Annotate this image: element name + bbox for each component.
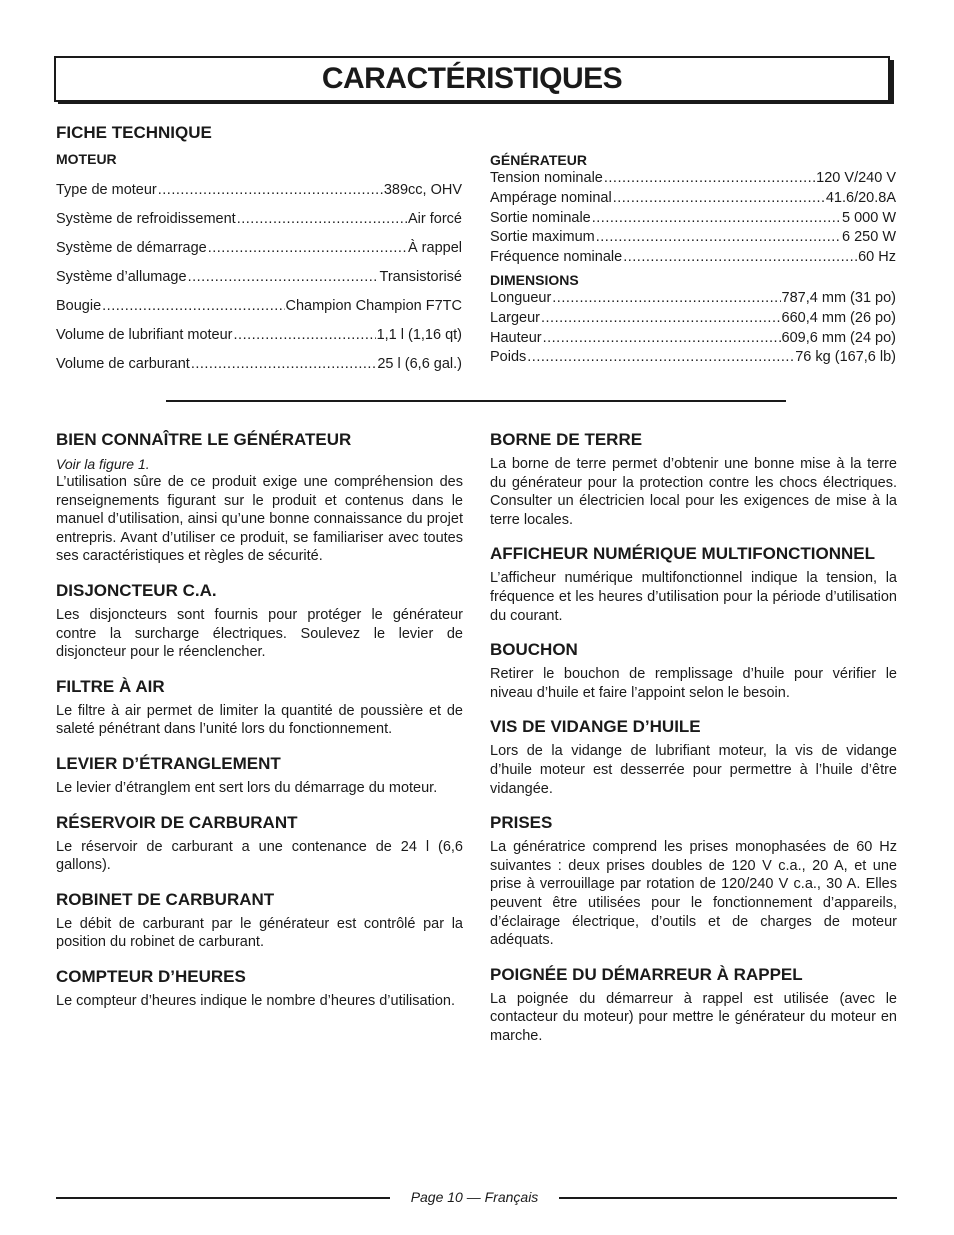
section-body: L’afficheur numérique multifonctionnel indique la tension, la fréquence et les heures d’utilisation pour la période d’utilisation du courant. <box>490 570 897 624</box>
leader-dots <box>208 234 407 263</box>
spec-row <box>56 234 462 263</box>
leader-dots <box>158 176 383 205</box>
leader-dots <box>552 289 780 309</box>
spec-value: 120 V/240 V <box>816 170 896 186</box>
leader-dots <box>234 321 376 350</box>
spec-row <box>490 169 896 189</box>
title-box <box>54 56 890 102</box>
section-heading: RÉSERVOIR DE CARBURANT <box>56 812 298 832</box>
section-heading: LEVIER D’ÉTRANGLEMENT <box>56 753 281 773</box>
spec-label: Bougie <box>56 298 102 314</box>
section-heading: POIGNÉE DU DÉMARREUR À RAPPEL <box>490 964 803 984</box>
left-column <box>56 429 463 1025</box>
moteur-heading: MOTEUR <box>56 151 117 167</box>
spec-value: 6 250 W <box>842 229 896 246</box>
section-body: Retirer le bouchon de remplissage d’huile pour vérifier le niveau d’huile et faire l’appoint selon le besoin. <box>490 666 897 701</box>
leader-dots <box>613 189 825 209</box>
spec-value: 787,4 mm (31 po) <box>781 289 896 306</box>
spec-value: 1,1 l (1,16 qt) <box>376 327 462 343</box>
spec-label: Poids <box>490 349 527 366</box>
spec-value: 60 Hz <box>858 249 896 266</box>
page-number: Page 10 — Français <box>410 1189 539 1205</box>
section-heading: BORNE DE TERRE <box>490 430 643 449</box>
spec-value: Champion Champion F7TC <box>285 298 462 314</box>
page-title: CARACTÉRISTIQUES <box>321 62 623 95</box>
fiche-technique-heading: FICHE TECHNIQUE <box>56 123 212 142</box>
section-heading: VIS DE VIDANGE D’HUILE <box>490 717 701 737</box>
leader-dots <box>596 228 841 248</box>
spec-row <box>56 263 462 292</box>
leader-dots <box>604 169 815 189</box>
leader-dots <box>188 263 379 292</box>
section-compteur-heures <box>56 966 463 1011</box>
spec-value: Transistorisé <box>379 269 462 285</box>
section-heading: PRISES <box>490 813 553 833</box>
spec-value: 25 l (6,6 gal.) <box>377 356 462 372</box>
spec-value: 41.6/20.8A <box>825 189 896 206</box>
section-poignee-demarreur <box>490 964 897 1046</box>
spec-row <box>56 205 462 234</box>
spec-row <box>490 329 896 349</box>
spec-row <box>56 350 462 379</box>
section-levier-etranglement <box>56 753 463 798</box>
spec-row <box>490 309 896 329</box>
section-bouchon <box>490 639 897 702</box>
section-body: Le filtre à air permet de limiter la quantité de poussière et de saleté pénétrant dans l’unité lors du fonctionnement. <box>56 702 463 738</box>
spec-label: Type de moteur <box>56 182 157 198</box>
section-body: Le réservoir de carburant a une contenance de 24 l (6,6 gallons). <box>56 838 463 874</box>
spec-value: 660,4 mm (26 po) <box>781 309 896 326</box>
right-column <box>490 429 897 1059</box>
leader-dots <box>191 350 377 379</box>
spec-label: Système de démarrage <box>56 240 207 256</box>
leader-dots <box>102 292 284 321</box>
spec-label: Système de refroidissement <box>56 211 236 227</box>
spec-label: Volume de carburant <box>56 356 190 372</box>
section-body: L’utilisation sûre de ce produit exige une compréhension des renseignements figurant sur le produit et contenus dans le manuel d’utilisation, ainsi qu’une bonne connaissance du projet entrepris. Avant d’utiliser ce produit, se familiariser avec toutes ses caractéristiques et règles de sécurité. <box>56 474 463 565</box>
spec-row <box>490 289 896 309</box>
spec-label: Système d’allumage <box>56 269 187 285</box>
spec-label: Sortie nominale <box>490 209 591 226</box>
section-filtre-air <box>56 676 463 739</box>
spec-label: Tension nominale <box>490 170 603 186</box>
section-body: La génératrice comprend les prises monophasées de 60 Hz suivantes : deux prises doubles de 120 V c.a., 20 A, et une prise à verrouillage par rotation de 120/240 V c.a., 30 A. Elles peuvent être utilisées pour le fonctionnement d’appareils, d’éclairage électrique, d’outils et de charges de moteur adéquats. <box>490 839 897 949</box>
spec-value: 609,6 mm (24 po) <box>781 329 896 346</box>
section-body: Le levier d’étranglem ent sert lors du démarrage du moteur. <box>56 779 438 796</box>
leader-dots <box>541 309 781 329</box>
spec-label: Fréquence nominale <box>490 249 623 266</box>
spec-label: Volume de lubrifiant moteur <box>56 327 233 343</box>
spec-row <box>490 348 896 368</box>
spec-label: Hauteur <box>490 329 542 346</box>
section-vis-vidange <box>490 716 897 798</box>
section-heading: BOUCHON <box>490 640 578 660</box>
section-body: Le débit de carburant par le générateur est contrôlé par la position du robinet de carburant. <box>56 915 463 951</box>
section-divider <box>166 400 786 402</box>
figure-note: Voir la figure 1. <box>56 456 150 472</box>
moteur-specs <box>56 151 462 379</box>
spec-value: À rappel <box>407 240 462 256</box>
spec-label: Largeur <box>490 309 540 326</box>
spec-label: Ampérage nominal <box>490 189 612 206</box>
spec-value: 5 000 W <box>842 209 896 226</box>
spec-row <box>56 292 462 321</box>
section-body: Les disjoncteurs sont fournis pour protéger le générateur contre la surcharge électriques. Soulevez le levier de disjoncteur pour le réenclencher. <box>56 606 463 661</box>
section-body: Lors de la vidange de lubrifiant moteur, la vis de vidange d’huile moteur est desserrée pour permettre à l’huile d’être vidangée. <box>490 743 897 797</box>
section-borne-terre <box>490 429 897 529</box>
spec-row <box>490 248 896 268</box>
spec-row <box>56 176 462 205</box>
leader-dots <box>527 348 794 368</box>
leader-dots <box>237 205 407 234</box>
section-robinet-carburant <box>56 889 463 952</box>
leader-dots <box>543 329 781 349</box>
section-heading: COMPTEUR D’HEURES <box>56 966 246 986</box>
section-heading: ROBINET DE CARBURANT <box>56 889 275 909</box>
title-banner <box>54 56 894 106</box>
section-heading: AFFICHEUR NUMÉRIQUE MULTIFONCTIONNEL <box>490 544 875 564</box>
section-heading: DISJONCTEUR C.A. <box>56 580 217 600</box>
section-body: La borne de terre permet d’obtenir une bonne mise à la terre du générateur pour la protection contre les chocs électriques. Consulter un électricien local pour les exigences de mise à la terre locales. <box>490 456 897 528</box>
section-heading: FILTRE À AIR <box>56 676 165 696</box>
leader-dots <box>592 209 841 229</box>
spec-row <box>490 189 896 209</box>
section-heading: BIEN CONNAÎTRE LE GÉNÉRATEUR <box>56 430 352 449</box>
section-reservoir-carburant <box>56 812 463 875</box>
section-prises <box>490 812 897 950</box>
section-bien-connaitre <box>56 429 463 566</box>
section-body: Le compteur d’heures indique le nombre d’heures d’utilisation. <box>56 992 455 1009</box>
spec-row <box>490 228 896 248</box>
footer-rule-right <box>559 1197 897 1199</box>
section-disjoncteur <box>56 580 463 662</box>
page-footer <box>56 1186 897 1206</box>
dimensions-heading: DIMENSIONS <box>490 271 579 288</box>
footer-rule-left <box>56 1197 390 1199</box>
leader-dots <box>623 248 857 268</box>
section-afficheur <box>490 543 897 625</box>
spec-row <box>56 321 462 350</box>
spec-label: Longueur <box>490 289 552 306</box>
spec-value: 389cc, OHV <box>383 182 462 198</box>
spec-value: Air forcé <box>408 211 462 227</box>
spec-label: Sortie maximum <box>490 229 595 246</box>
section-body: La poignée du démarreur à rappel est utilisée (avec le contacteur du moteur) pour mettre le générateur du moteur en marche. <box>490 990 897 1044</box>
generateur-dimensions-specs <box>490 151 896 368</box>
spec-row <box>490 209 896 229</box>
generateur-heading: GÉNÉRATEUR <box>490 152 587 168</box>
spec-value: 76 kg (167,6 lb) <box>795 349 896 366</box>
